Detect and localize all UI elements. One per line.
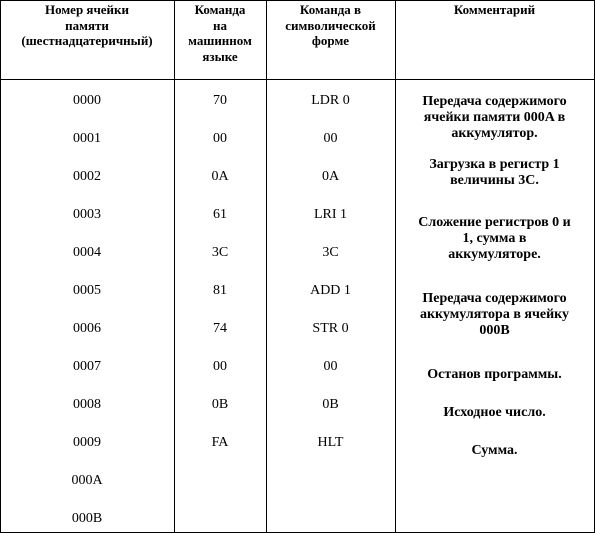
cell-symbolic: LRI 1: [313, 207, 348, 222]
cell-address: 000A: [71, 473, 103, 488]
cell-symbolic: ADD 1: [310, 283, 351, 298]
comment-load-register: [395, 157, 594, 189]
cell-address: 000B: [71, 511, 103, 526]
cell-machine-code: 74: [213, 321, 227, 336]
header-machine-code-line: на: [213, 17, 227, 33]
comment-store-accumulator: [395, 291, 594, 339]
header-address-line: (шестнадцатеричный): [21, 33, 153, 48]
comment-sum: [395, 443, 594, 459]
cell-symbolic: 00: [323, 359, 338, 374]
cell-address: 0002: [73, 169, 101, 184]
cell-machine-code: FA: [211, 435, 229, 450]
comment-source-number: [395, 405, 594, 421]
comment-line: Загрузка в регистр 1: [429, 157, 560, 172]
cell-address: 0005: [73, 283, 101, 298]
cell-machine-code: 3C: [211, 245, 229, 260]
comment-line: Передача содержимого: [422, 94, 567, 109]
comment-line: Сумма.: [471, 443, 518, 458]
header-symbolic-line: символической: [285, 17, 376, 33]
header-comment-line: Комментарий: [453, 2, 536, 17]
header-symbolic: [266, 2, 395, 49]
cell-address: 0004: [73, 245, 101, 260]
cell-symbolic: HLT: [317, 435, 344, 450]
comment-line: 000B: [479, 323, 510, 338]
header-address-line: памяти: [65, 17, 109, 33]
comment-line: 1, сумма в: [462, 231, 527, 246]
cell-address: 0007: [73, 359, 101, 374]
header-machine-code: [174, 2, 266, 64]
comment-line: Останов программы.: [427, 367, 562, 382]
comment-line: Передача содержимого: [422, 291, 567, 306]
header-machine-code-line: языке: [202, 48, 238, 64]
cell-symbolic: 3C: [322, 245, 339, 260]
cell-machine-code: 0A: [211, 169, 229, 184]
header-symbolic-line: форме: [311, 33, 350, 48]
header-machine-code-line: машинном: [188, 33, 252, 48]
table-border-top: [0, 0, 595, 1]
cell-address: 0006: [73, 321, 101, 336]
comment-line: ячейки памяти 000A в: [423, 110, 566, 125]
cell-symbolic: 00: [323, 131, 338, 146]
cell-machine-code: 0B: [211, 397, 229, 412]
comment-line: аккумулятор.: [451, 126, 538, 141]
cell-address: 0008: [73, 397, 101, 412]
cell-symbolic: LDR 0: [311, 93, 350, 108]
cell-machine-code: 61: [213, 207, 227, 222]
comment-line: Исходное число.: [443, 405, 546, 420]
comment-line: аккумулятора в ячейку: [419, 307, 570, 322]
header-machine-code-line: Команда: [194, 2, 246, 17]
comment-line: Сложение регистров 0 и: [418, 215, 571, 230]
comment-line: величины 3C.: [450, 173, 539, 188]
header-comment: [395, 2, 594, 18]
cell-address: 0000: [73, 93, 101, 108]
cell-symbolic: STR 0: [312, 321, 349, 336]
comment-load-accumulator: [395, 94, 594, 142]
cell-address: 0001: [73, 131, 101, 146]
comment-add-registers: [395, 215, 594, 263]
comment-line: аккумуляторе.: [448, 247, 541, 262]
cell-machine-code: 81: [213, 283, 227, 298]
comment-halt: [395, 367, 594, 383]
cell-machine-code: 00: [213, 359, 227, 374]
cell-machine-code: 00: [213, 131, 227, 146]
cell-symbolic: 0A: [321, 169, 340, 184]
header-divider: [0, 79, 595, 80]
cell-address: 0003: [73, 207, 101, 222]
cell-machine-code: 70: [213, 93, 227, 108]
header-address: [0, 2, 174, 49]
cell-symbolic: 0B: [322, 397, 339, 412]
cell-address: 0009: [73, 435, 101, 450]
header-symbolic-line: Команда в: [299, 2, 362, 17]
header-address-line: Номер ячейки: [44, 2, 130, 17]
